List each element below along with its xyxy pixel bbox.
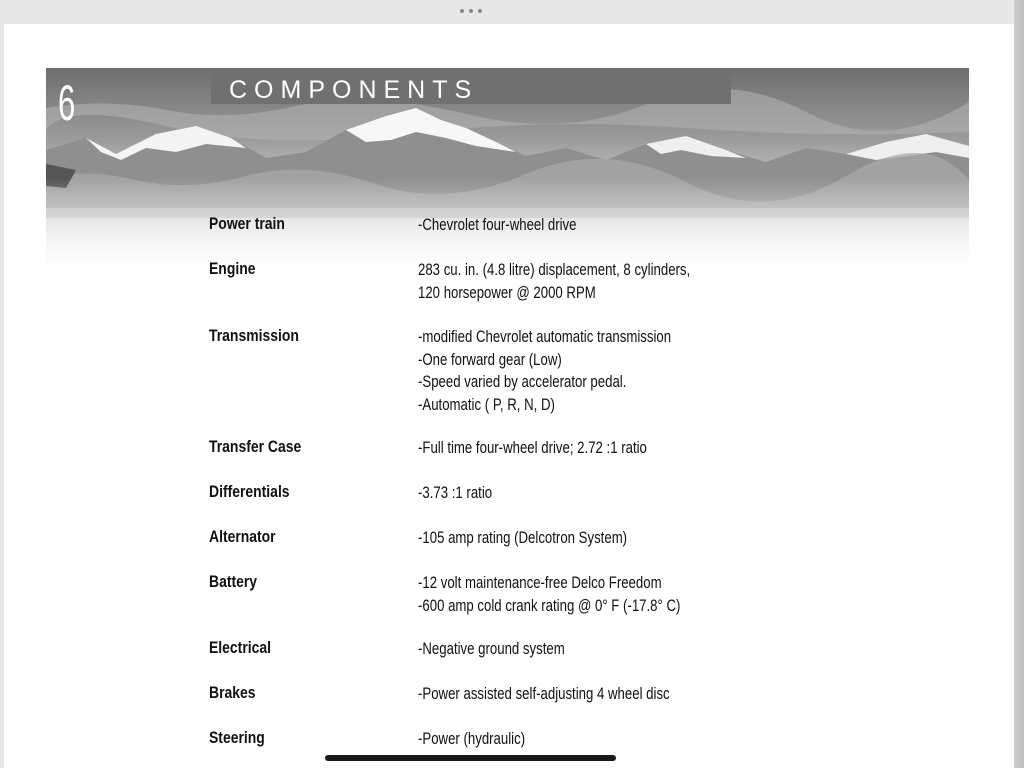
- spec-label: Transfer Case: [209, 437, 302, 456]
- spec-values: [418, 259, 898, 304]
- spec-value-line: -Power assisted self-adjusting 4 wheel disc: [418, 685, 670, 703]
- spec-value-line: -3.73 :1 ratio: [418, 484, 493, 502]
- spec-value-line: 120 horsepower @ 2000 RPM: [418, 283, 596, 302]
- spec-label: Steering: [209, 728, 265, 747]
- document-page: [4, 24, 1014, 768]
- spec-label: Alternator: [209, 527, 276, 546]
- spec-values: [418, 683, 898, 706]
- mountain-banner: [46, 68, 969, 268]
- spec-label: Electrical: [209, 638, 271, 657]
- spec-values: [418, 572, 898, 617]
- page-edge-shadow: [1014, 0, 1024, 768]
- spec-value-line: -Power (hydraulic): [418, 730, 526, 748]
- spec-value-line: -modified Chevrolet automatic transmission: [418, 328, 672, 346]
- spec-value-line: -600 amp cold crank rating @ 0° F (-17.8° C): [418, 596, 681, 615]
- spec-values: [418, 214, 898, 237]
- spec-values: [418, 638, 898, 661]
- more-options-icon[interactable]: [460, 8, 482, 14]
- spec-value-line: -Speed varied by accelerator pedal.: [418, 373, 627, 391]
- spec-label: Engine: [209, 259, 256, 278]
- spec-label: Battery: [209, 572, 258, 591]
- spec-value-line: -105 amp rating (Delcotron System): [418, 529, 628, 547]
- spec-label: Brakes: [209, 683, 256, 702]
- spec-values: [418, 482, 898, 505]
- chapter-number: 6: [58, 75, 76, 131]
- spec-label: Power train: [209, 214, 285, 233]
- spec-value-line: -Full time four-wheel drive; 2.72 :1 ratio: [418, 439, 647, 457]
- spec-values: [418, 326, 898, 416]
- window-top-strip: [0, 0, 1024, 26]
- section-title: COMPONENTS: [229, 76, 479, 104]
- spec-value-line: 283 cu. in. (4.8 litre) displacement, 8 cylinders,: [418, 261, 691, 279]
- spec-value-line: -One forward gear (Low): [418, 350, 562, 369]
- spec-value-line: -Automatic ( P, R, N, D): [418, 395, 555, 414]
- spec-value-line: -Negative ground system: [418, 640, 565, 658]
- spec-value-line: -Chevrolet four-wheel drive: [418, 216, 577, 234]
- spec-label: Differentials: [209, 482, 290, 501]
- spec-values: [418, 728, 898, 751]
- spec-value-line: -12 volt maintenance-free Delco Freedom: [418, 574, 662, 592]
- spec-values: [418, 437, 898, 460]
- spec-values: [418, 527, 898, 550]
- spec-label: Transmission: [209, 326, 299, 345]
- home-indicator[interactable]: [325, 755, 616, 761]
- section-title-bar: [211, 68, 731, 104]
